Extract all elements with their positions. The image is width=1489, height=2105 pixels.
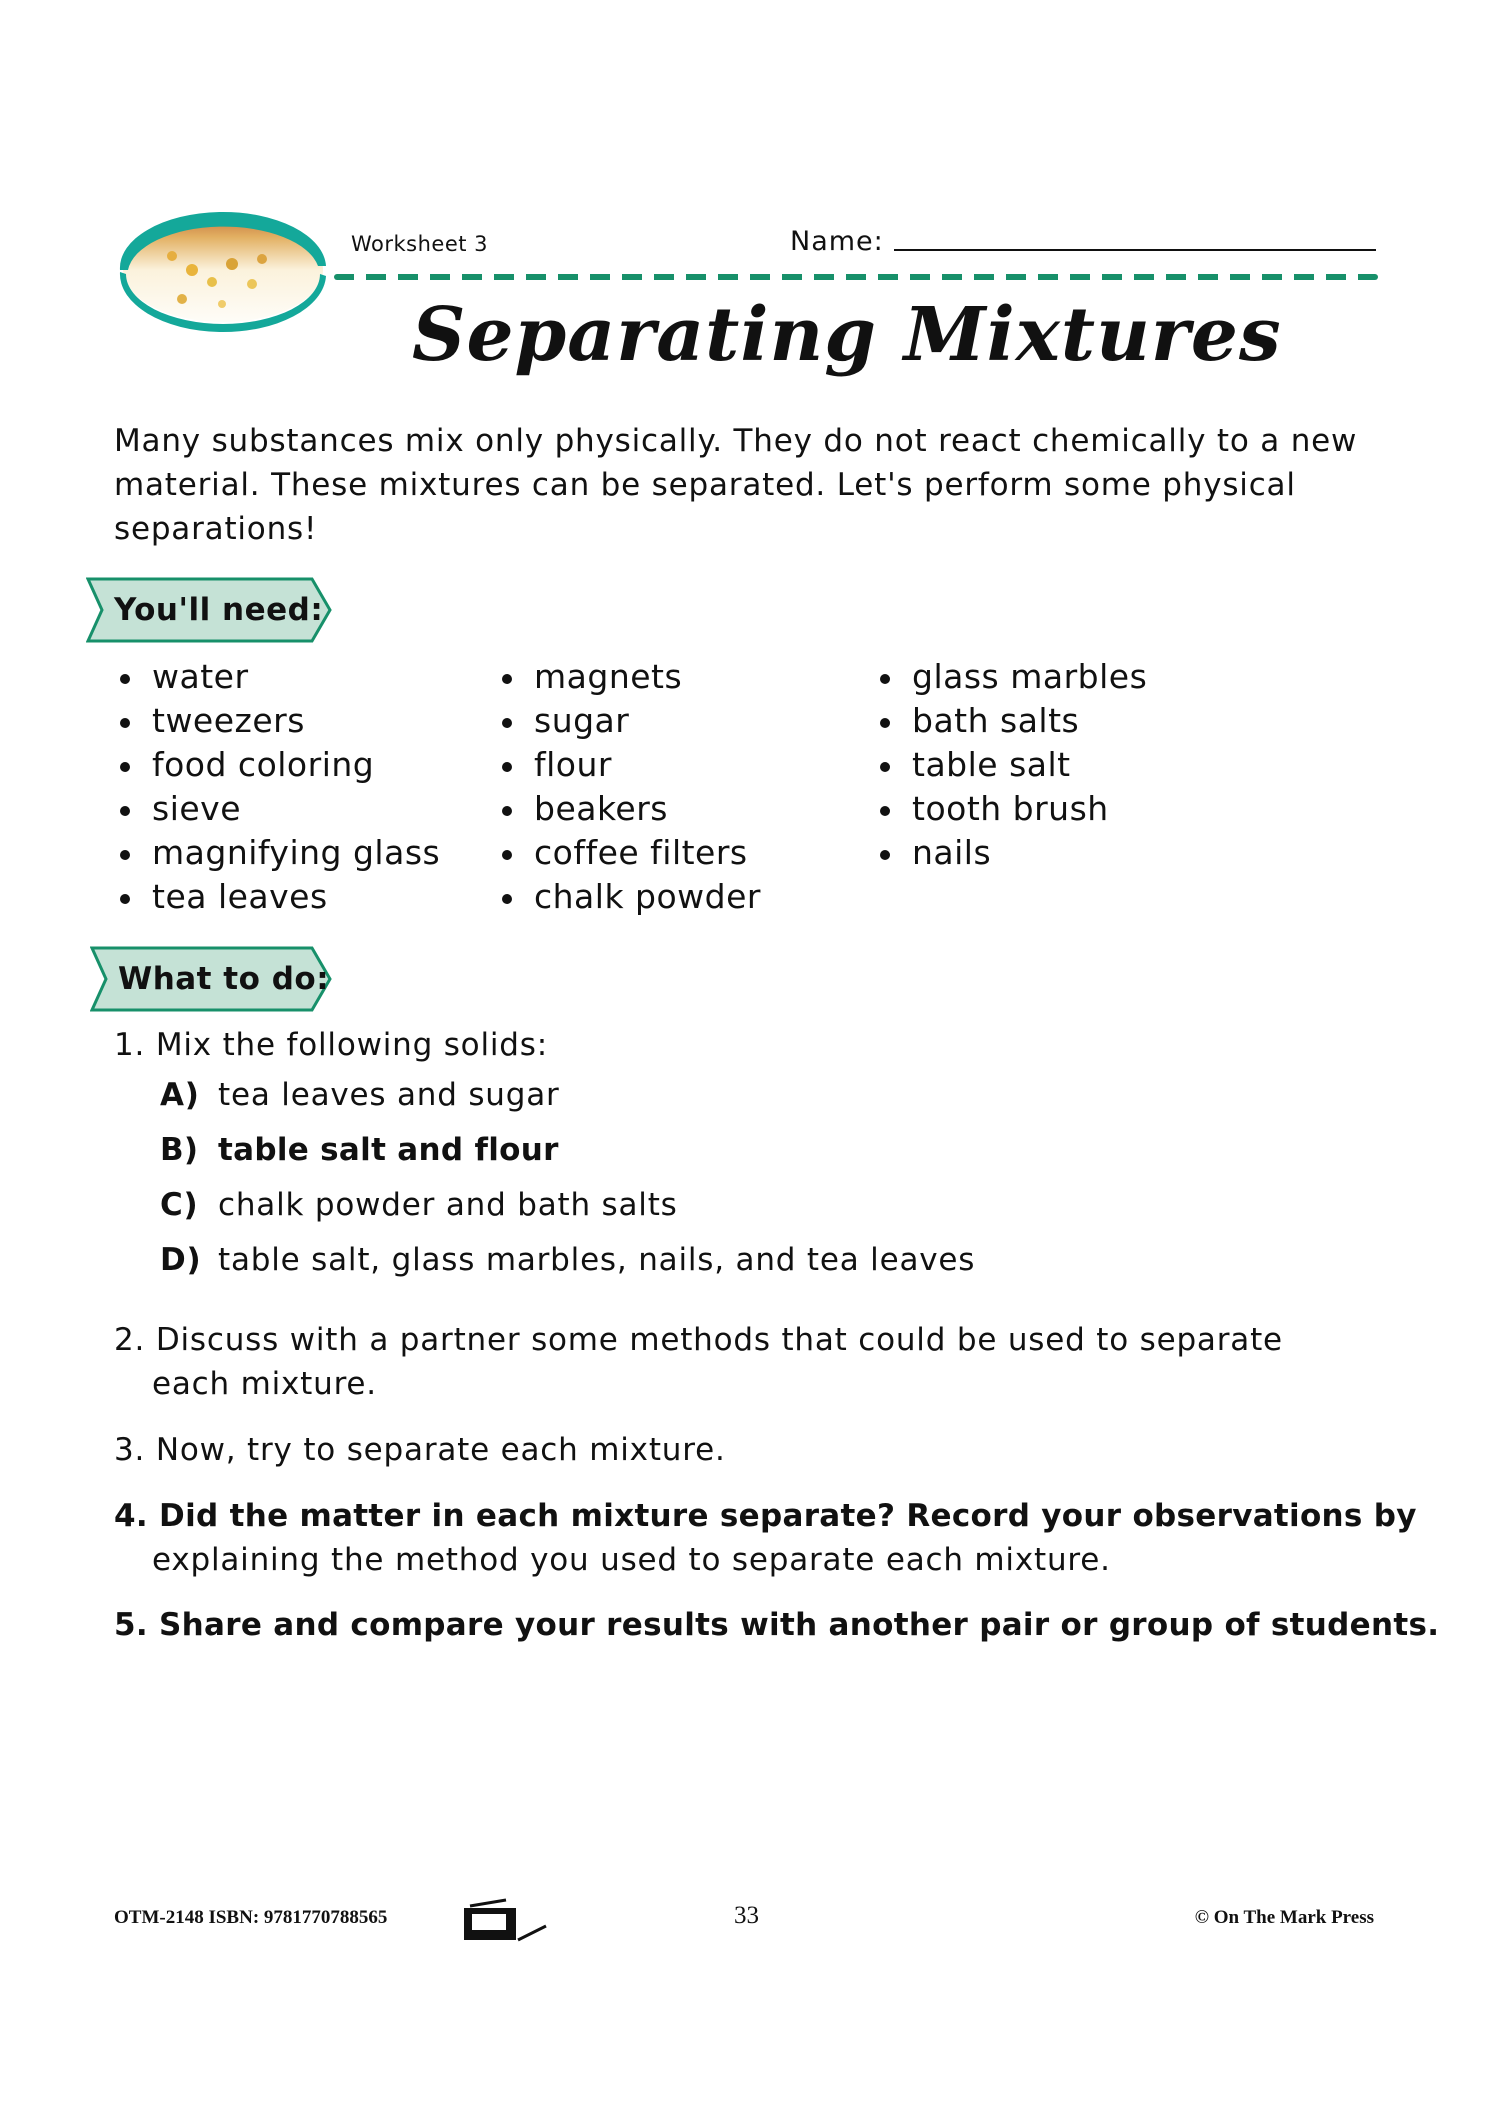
footer-isbn: OTM-2148 ISBN: 9781770788565	[114, 1907, 388, 1928]
section-tag-todo	[90, 946, 332, 1012]
list-item: coffee filters	[498, 831, 761, 875]
todo-heading: What to do:	[118, 961, 330, 997]
step-4: 4. Did the matter in each mixture separate? Record your observations by	[114, 1498, 1417, 1534]
name-field[interactable]	[894, 249, 1376, 251]
list-item: nails	[876, 831, 1147, 875]
list-item: food coloring	[116, 743, 440, 787]
list-item: magnets	[498, 655, 761, 699]
page-title: Separating Mixtures	[412, 292, 1282, 378]
needs-heading: You'll need:	[114, 592, 324, 628]
list-item: chalk powder	[498, 875, 761, 919]
mixture-c: C) chalk powder and bath salts	[160, 1187, 678, 1223]
list-item: magnifying glass	[116, 831, 440, 875]
list-item: sugar	[498, 699, 761, 743]
photocopier-icon	[462, 1898, 548, 1946]
list-item: tea leaves	[116, 875, 440, 919]
list-item: tooth brush	[876, 787, 1147, 831]
step-5: 5. Share and compare your results with another pair or group of students.	[114, 1607, 1440, 1643]
list-item: beakers	[498, 787, 761, 831]
list-item: sieve	[116, 787, 440, 831]
mixture-dish-image	[112, 204, 334, 336]
mixture-d: D) table salt, glass marbles, nails, and tea leaves	[160, 1242, 976, 1278]
step-2: 2. Discuss with a partner some methods that could be used to separate	[114, 1322, 1283, 1358]
step-2-cont: each mixture.	[152, 1366, 377, 1402]
list-item: bath salts	[876, 699, 1147, 743]
step-3: 3. Now, try to separate each mixture.	[114, 1432, 726, 1468]
mixture-a: A) tea leaves and sugar	[160, 1077, 560, 1113]
step-1: 1. Mix the following solids:	[114, 1027, 548, 1063]
list-item: glass marbles	[876, 655, 1147, 699]
mixture-b: B) table salt and flour	[160, 1132, 559, 1168]
section-tag-needs	[86, 577, 332, 643]
page-number: 33	[734, 1902, 759, 1929]
list-item: tweezers	[116, 699, 440, 743]
worksheet-label: Worksheet 3	[351, 232, 489, 256]
name-label: Name:	[790, 226, 884, 257]
list-item: table salt	[876, 743, 1147, 787]
footer-publisher: © On The Mark Press	[1194, 1907, 1374, 1928]
needs-column-1	[116, 655, 440, 919]
list-item: flour	[498, 743, 761, 787]
step-4-cont: explaining the method you used to separate each mixture.	[152, 1542, 1111, 1578]
list-item: water	[116, 655, 440, 699]
dashed-divider	[334, 274, 1378, 280]
needs-column-2	[498, 655, 761, 919]
intro-paragraph: Many substances mix only physically. They do not react chemically to a new material. These mixtures can be separated. Let's perform some physical separations!	[114, 423, 1358, 547]
needs-column-3	[876, 655, 1147, 875]
